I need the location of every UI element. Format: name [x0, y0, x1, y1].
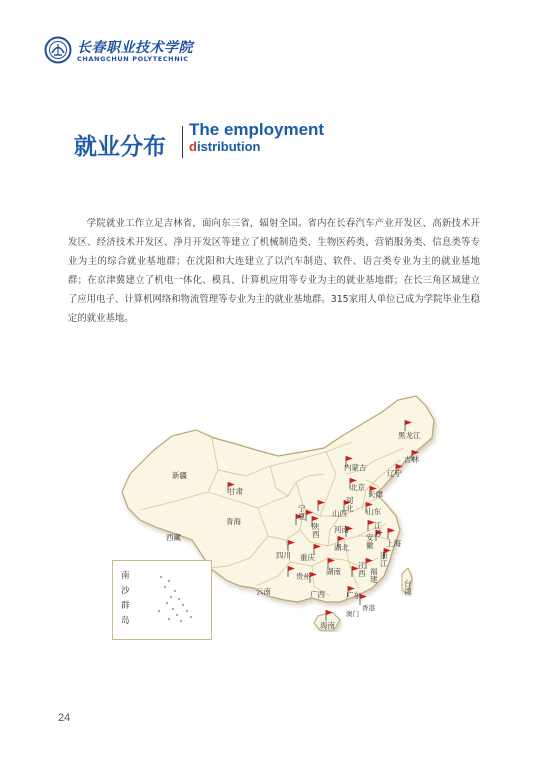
label-shandong: 山东	[366, 507, 381, 516]
label-sichuan: 四川	[276, 551, 291, 560]
label-beijing: 北京	[350, 483, 365, 492]
label-jiangxi-1: 江	[358, 561, 366, 570]
label-guizhou: 贵州	[296, 572, 311, 581]
logo-chinese-name: 长春职业技术学院	[77, 40, 193, 56]
label-shaanxi-2: 西	[312, 530, 320, 539]
label-taiwan-1: 台	[404, 579, 412, 588]
label-hebei-1: 河	[346, 496, 354, 505]
label-zhejiang-1: 浙	[380, 551, 388, 560]
label-henan: 河南	[334, 525, 349, 534]
label-hainan: 海南	[320, 621, 335, 630]
label-qinghai: 青海	[226, 517, 241, 526]
label-jiangsu-2: 苏	[374, 529, 382, 538]
label-yunnan: 云南	[256, 587, 271, 596]
label-jilin: 吉林	[404, 455, 419, 464]
label-anhui-2: 徽	[366, 541, 374, 550]
label-liaoning: 辽宁	[387, 469, 402, 478]
islands-dots	[113, 561, 211, 639]
label-ningxia-1: 宁	[298, 504, 306, 513]
title-line2-rest: istribution	[196, 139, 261, 154]
label-tianjin: 天津	[368, 490, 383, 499]
section-title-english-line2	[189, 139, 261, 154]
label-anhui-1: 安	[366, 533, 374, 542]
page-number: 24	[58, 712, 71, 724]
title-divider	[182, 126, 183, 158]
label-shanxi: 山西	[332, 509, 347, 518]
label-jiangsu-1: 江	[374, 521, 382, 530]
title-accent-letter: d	[189, 139, 197, 154]
label-heilongjiang: 黑龙江	[398, 431, 421, 440]
label-hongkong: 香港	[362, 604, 375, 612]
label-macau: 澳门	[346, 610, 359, 618]
college-emblem-icon	[44, 36, 72, 64]
label-hunan: 湖南	[326, 567, 341, 576]
college-logo	[44, 36, 193, 66]
label-xinjiang: 新疆	[172, 471, 187, 480]
logo-english-name: CHANGCHUN POLYTECHNIC	[77, 55, 189, 63]
label-jiangxi-2: 西	[358, 569, 366, 578]
label-xizang: 西藏	[166, 533, 181, 542]
label-fujian-2: 建	[370, 575, 378, 584]
label-neimenggu: 内蒙古	[344, 463, 367, 472]
label-shaanxi-1: 陕	[312, 522, 320, 531]
label-gansu: 甘肃	[228, 487, 243, 496]
label-hubei: 湖北	[334, 543, 349, 552]
section-title-english-line1: The employment	[189, 120, 325, 139]
label-ningxia-2: 夏	[298, 512, 306, 521]
label-chongqing: 重庆	[300, 553, 315, 562]
body-paragraph: 学院就业工作立足吉林省，面向东三省，辐射全国。省内在长春汽车产业开发区、高新技术开发区、经济技术开发区、净月开发区等建立了机械制造类、生物医药类、营销服务类、信息类等专业为主的综合就业基地群；在沈阳和大连建立了以汽车制造、软件、语言类专业为主的就业基地群；在京津冀建立了机电一体化、模具、计算机应用等专业为主的就业基地群；在长三角区域建立了应用电子、计算机网络和物流管理等专业为主的就业基地群。315家用人单位已成为学院毕业生稳定的就业基地。	[68, 218, 480, 324]
label-fujian-1: 福	[370, 567, 378, 576]
label-taiwan-2: 湾	[404, 587, 412, 596]
label-guangdong: 广东	[346, 591, 361, 600]
label-shanghai: 上海	[386, 539, 401, 548]
label-guangxi: 广西	[310, 590, 325, 599]
inset-label: 南沙群岛	[121, 571, 130, 626]
label-hebei-2: 北	[346, 504, 354, 513]
south-china-sea-inset	[112, 560, 212, 640]
section-title-chinese: 就业分布	[74, 134, 166, 160]
label-zhejiang-2: 江	[380, 559, 388, 568]
